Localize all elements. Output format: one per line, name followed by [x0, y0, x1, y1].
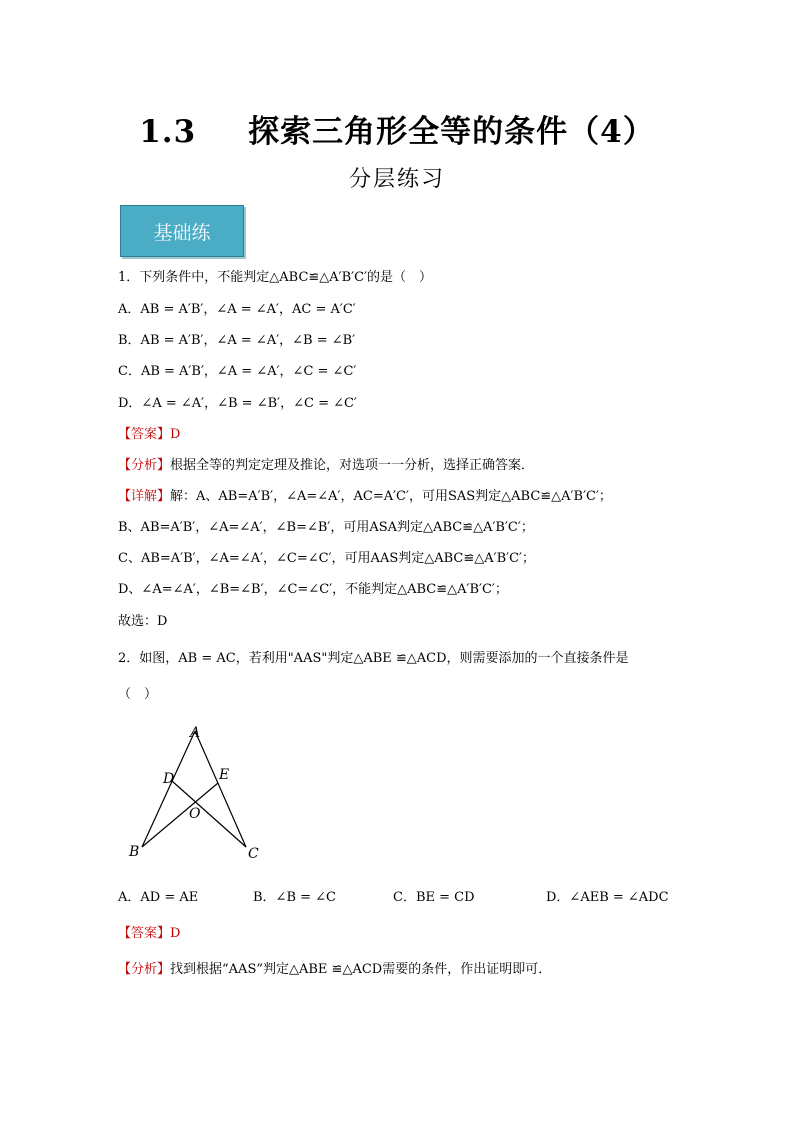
q1-detail-line-2: B、AB=A′B′，∠A=∠A′，∠B=∠B′，可用ASA判定△ABC≌△A′B′C′； — [118, 520, 534, 535]
segment-ac — [195, 731, 246, 847]
q2-option-d: D．∠AEB = ∠ADC — [546, 890, 669, 905]
segment-ab — [142, 731, 195, 847]
q1-option-c: C．AB = A′B′，∠A = ∠A′，∠C = ∠C′ — [118, 364, 357, 379]
q2-answer — [118, 925, 180, 943]
level-badge: 基础练 — [120, 205, 244, 257]
q1-option-d: D．∠A = ∠A′，∠B = ∠B′，∠C = ∠C′ — [118, 396, 357, 411]
label-a: A — [190, 725, 201, 741]
label-d: D — [163, 771, 175, 787]
detail-text: 解：A、AB=A′B′，∠A=∠A′，AC=A′C′，可用SAS判定△ABC≌△A′B′C′； — [170, 489, 612, 504]
answer-value: D — [170, 926, 181, 941]
analysis-text: 找到根据“AAS”判定△ABE ≌△ACD需要的条件，作出证明即可． — [170, 962, 552, 977]
answer-tag: 【答案】 — [118, 427, 171, 442]
q1-option-b: B．AB = A′B′，∠A = ∠A′，∠B = ∠B′ — [118, 333, 356, 348]
q2-stem-cont: （ ） — [118, 687, 158, 702]
answer-tag: 【答案】 — [118, 926, 171, 941]
segment-be — [142, 783, 218, 847]
analysis-tag: 【分析】 — [118, 458, 171, 473]
q1-detail-line-3: C、AB=A′B′，∠A=∠A′，∠C=∠C′，可用AAS判定△ABC≌△A′B′C′； — [118, 551, 535, 566]
page-title — [0, 106, 794, 151]
q2-option-b: B．∠B = ∠C — [253, 890, 336, 905]
triangle-figure — [118, 716, 268, 866]
label-e: E — [219, 767, 230, 783]
q1-option-a: A．AB = A′B′，∠A = ∠A′，AC = A′C′ — [118, 302, 356, 317]
q1-conclusion: 故选：D — [118, 614, 168, 629]
q2-stem: 2．如图，AB = AC，若利用"AAS"判定△ABE ≌△ACD，则需要添加的一个直接条件是 — [118, 651, 629, 666]
q1-detail-line-1 — [118, 488, 612, 506]
q2-option-a: A．AD = AE — [118, 890, 199, 905]
q2-option-c: C．BE = CD — [393, 890, 475, 905]
q1-answer — [118, 426, 180, 444]
answer-value: D — [170, 427, 181, 442]
label-c: C — [248, 846, 259, 862]
q1-analysis — [118, 457, 534, 475]
q2-analysis — [118, 961, 551, 979]
page-subtitle: 分层练习 — [348, 167, 445, 192]
analysis-tag: 【分析】 — [118, 962, 171, 977]
q1-detail-line-4: D、∠A=∠A′，∠B=∠B′，∠C=∠C′，不能判定△ABC≌△A′B′C′； — [118, 582, 508, 597]
analysis-text: 根据全等的判定定理及推论，对选项一一分析，选择正确答案． — [170, 458, 535, 473]
section-number: 1.3 — [139, 114, 197, 150]
detail-tag: 【详解】 — [118, 489, 171, 504]
q1-stem: 1．下列条件中，不能判定△ABC≌△A′B′C′的是（ ） — [118, 270, 433, 285]
label-o: O — [189, 806, 201, 822]
section-title: 探索三角形全等的条件（4） — [248, 114, 655, 150]
label-b: B — [129, 844, 140, 860]
